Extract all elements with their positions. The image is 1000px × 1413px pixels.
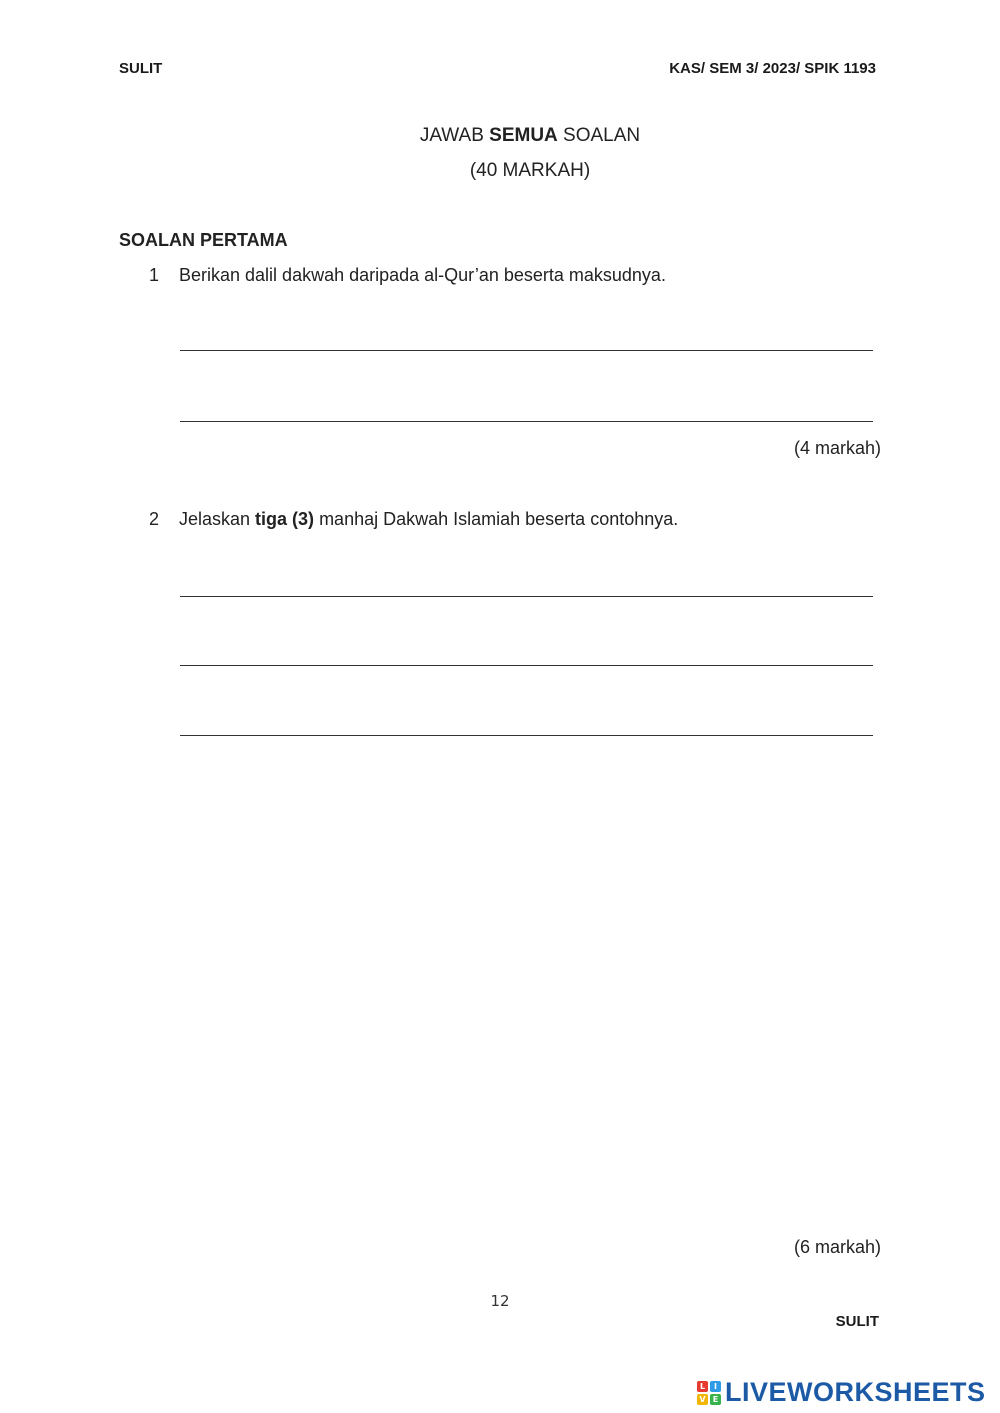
logo-tile: L [697, 1381, 708, 1392]
question-1-number: 1 [149, 265, 160, 285]
question-2-text-bold: tiga (3) [255, 509, 315, 529]
header-course-code: KAS/ SEM 3/ 2023/ SPIK 1193 [669, 60, 876, 77]
question-2-number: 2 [149, 509, 160, 529]
section-title: SOALAN PERTAMA [119, 230, 288, 250]
question-2-text-suffix: manhaj Dakwah Islamiah beserta contohnya. [314, 509, 679, 529]
header-left-sulit: SULIT [119, 60, 163, 77]
logo-tile: V [697, 1394, 708, 1405]
instruction-total-marks: (40 MARKAH) [469, 160, 591, 181]
question-2-text [179, 509, 678, 530]
logo-wordmark: LIVEWORKSHEETS [725, 1377, 986, 1407]
instruction-bold: SEMUA [489, 125, 558, 146]
logo-tiles-icon [697, 1381, 721, 1405]
question-2-marks: (6 markah) [793, 1237, 881, 1257]
liveworksheets-logo[interactable] [697, 1377, 986, 1408]
footer-sulit: SULIT [835, 1313, 879, 1330]
page-number: 12 [490, 1292, 510, 1310]
logo-tile: I [710, 1381, 721, 1392]
answer-line[interactable] [180, 350, 873, 351]
answer-line[interactable] [180, 735, 873, 736]
answer-line[interactable] [180, 665, 873, 666]
question-1-marks: (4 markah) [793, 438, 881, 458]
logo-tile: E [710, 1394, 721, 1405]
instruction-answer-all [330, 125, 730, 147]
instruction-suffix: SOALAN [557, 125, 641, 146]
answer-line[interactable] [180, 596, 873, 597]
question-2-text-prefix: Jelaskan [179, 509, 256, 529]
answer-line[interactable] [180, 421, 873, 422]
instruction-prefix: JAWAB [419, 125, 490, 146]
question-1-text: Berikan dalil dakwah daripada al-Qur’an beserta maksudnya. [179, 265, 666, 285]
